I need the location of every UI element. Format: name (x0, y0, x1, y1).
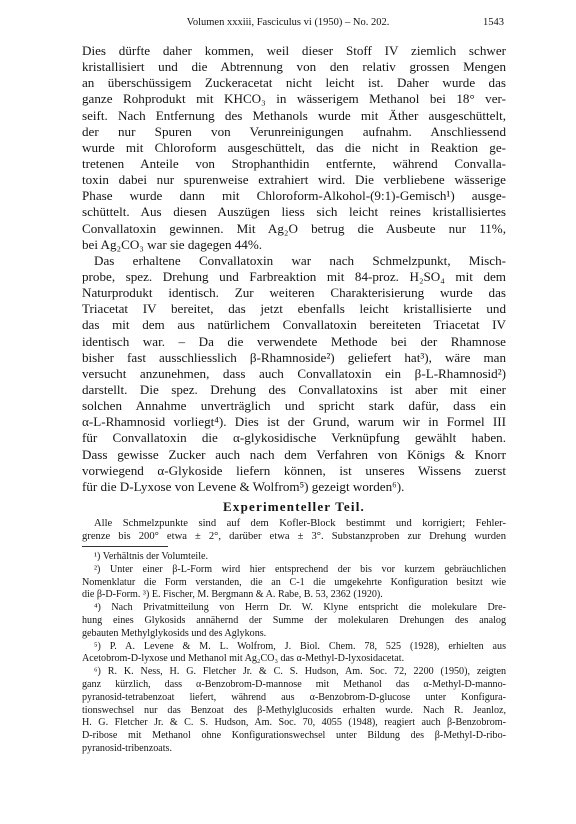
footnote-line: ganz kürzlich, dass α-Benzobrom-D-mannose mit Methanol das α-Methyl-D-manno- (82, 678, 506, 690)
footnote-line: D-ribose mit Methanol ohne Konfigurationswechsel unter Bildung des β-Methyl-D-ribo- (82, 730, 506, 742)
text-line: schüttelt. Aus diesen Auszügen liess sich leicht reines kristallisiertes (82, 204, 506, 220)
footnote-line: ²) Unter einer β-L-Form wird hier entsprechend der bis vor kurzem gebräuchlichen (94, 563, 506, 575)
text-line: an überschüssigem Zuckeracetat nicht leicht ist. Daher wurde das (82, 75, 506, 91)
experimental-text (82, 517, 506, 544)
text-line: Naturprodukt identisch. Zur weiteren Charakterisierung wurde das (82, 285, 506, 301)
text-line: probe, spez. Drehung und Farbreaktion mit 84-proz. H₂SO₄ mit dem (82, 268, 506, 284)
footnote-divider (82, 546, 168, 547)
text-line: für Convallatoxin die α-glykosidische Verknüpfung gewählt haben. (82, 430, 506, 446)
footnote-line: gebauten Methylglykosids und des Aglykons. (82, 627, 267, 639)
running-title: Volumen xxxiii, Fasciculus vi (1950) – No. 202. (186, 17, 390, 28)
text-line: Das erhaltene Convallatoxin war nach Schmelzpunkt, Misch- (94, 252, 506, 268)
text-line: für die D-Lyxose von Levene & Wolfrom⁵) gezeigt worden⁶). (82, 478, 405, 494)
text-line: bei Ag₂CO₃ war sie dagegen 44%. (82, 236, 263, 252)
text-line: Dass gewisse Zucker auch nach dem Verfahren von Königs & Knorr (82, 446, 506, 462)
running-header (78, 17, 504, 33)
footnote-line: tionswechsel nur das Benzoat des β-Methylglucosids erhalten wurde. Nach R. Jeanloz, (82, 704, 506, 716)
footnotes (82, 551, 506, 756)
section-heading: Experimenteller Teil. (223, 499, 365, 514)
text-line: identisch war. – Da die verwendete Methode bei der Rhamnose (82, 333, 506, 349)
footnote-line: Nomenklatur die Form verstanden, die an C-1 die umgekehrte Konfiguration besitzt wie (82, 576, 506, 588)
footnote-line: ⁶) R. K. Ness, H. G. Fletcher Jr. & C. S. Hudson, Am. Soc. 72, 2200 (1950), zeigten (94, 666, 506, 678)
text-line: der nur Spuren von Verunreinigungen aufnahm. Anschliessend (82, 123, 506, 139)
page-number: 1543 (483, 17, 504, 28)
footnote-line: ⁴) Nach Privatmitteilung von Herrn Dr. W. Klyne entspricht die molekulare Dre- (94, 602, 506, 614)
footnote-line: ⁵) P. A. Levene & M. L. Wolfrom, J. Biol. Chem. 78, 525 (1928), erhielten aus (94, 640, 506, 652)
text-line: Triacetat IV bereitet, das jetzt ebenfalls leicht kristallisierte und (82, 301, 506, 317)
footnote-line: Acetobrom-D-lyxose und Methanol mit Ag₂CO₃ das α-Methyl-D-lyxosidacetat. (82, 653, 405, 665)
text-line: bisher fast ausschliesslich β-Rhamnoside²) geliefert hat³), wäre man (82, 349, 506, 365)
footnote-line: hung eines Glykosids annähernd der Summe der molekularen Drehungen des analog (82, 614, 506, 626)
text-line: tretenen Anteile von Strophanthidin entfernte, während Convalla- (82, 155, 506, 171)
text-line: Phase wurde dann mit Chloroform-Alkohol-(9:1)-Gemisch¹) ausge- (82, 188, 506, 204)
footnote-line: H. G. Fletcher Jr. & C. S. Hudson, Am. Soc. 70, 4055 (1948), reagiert auch β-Benzobrom- (82, 717, 506, 729)
text-line: ganze Rohprodukt mit KHCO₃ in wässerigem Methanol bei 18° ver- (82, 91, 506, 107)
text-line: das mit dem aus natürlichem Convallatoxin bereiteten Triacetat IV (82, 317, 506, 333)
text-line: solchen Annahme unverträglich und spricht stark dafür, dass ein (82, 398, 506, 414)
text-line: darstellt. Die spez. Drehung des Convallatoxins ist aber mit einer (82, 381, 506, 397)
footnote-line: ¹) Verhältnis der Volumteile. (94, 551, 209, 562)
footnote-line: pyranosid-tribenzoats. (82, 742, 172, 754)
main-text (82, 43, 506, 495)
text-line: grenze bis 200° etwa ± 2°, darüber etwa ± 3°. Substanzproben zur Drehung wurden (82, 531, 506, 543)
text-line: toxin dabei nur spurenweise extrahiert wird. Die verbliebene wässerige (82, 172, 506, 188)
text-line: α-L-Rhamnosid vorliegt⁴). Dies ist der Grund, warum wir in Formel III (82, 414, 506, 430)
text-line: vorwiegend α-Glykoside liefern können, ist unseres Wissens zuerst (82, 462, 506, 478)
footnote-line: die β-D-Form. ³) E. Fischer, M. Bergmann & A. Rabe, B. 53, 2362 (1920). (82, 589, 383, 601)
text-line: seift. Nach Entfernung des Methanols wurde mit Äther ausgeschüttelt, (82, 107, 506, 123)
text-line: wurde mit Chloroform ausgeschüttelt, das die nicht in Reaktion ge- (82, 139, 506, 155)
text-line: kristallisiert und die Abtrennung von den relativ grossen Mengen (82, 59, 506, 75)
text-line: Convallatoxin gewinnen. Mit Ag₂O betrug die Ausbeute nur 11%, (82, 220, 506, 236)
text-line: Alle Schmelzpunkte sind auf dem Kofler-Block bestimmt und korrigiert; Fehler- (94, 518, 506, 529)
footnote-line: pyranosid-tetrabenzoat liefert, während aus α-Benzobrom-D-glucose unter Konfigura- (82, 691, 506, 703)
text-line: versucht anzunehmen, dass auch Convallatoxin ein β-L-Rhamnosid²) (82, 365, 506, 381)
text-line: Dies dürfte daher kommen, weil dieser Stoff IV ziemlich schwer (82, 43, 506, 58)
